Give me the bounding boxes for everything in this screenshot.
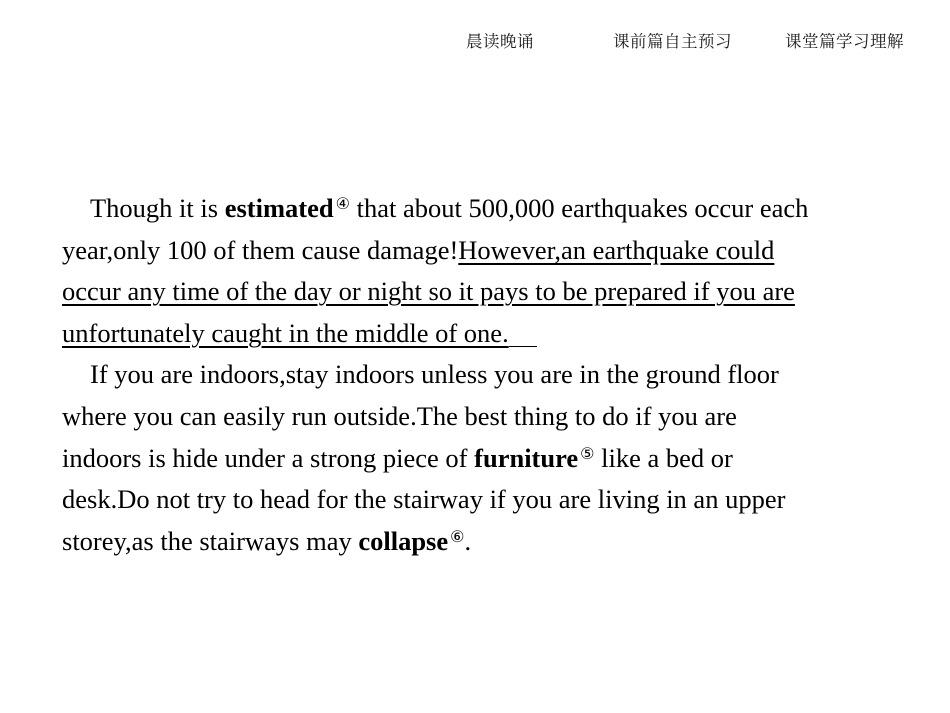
text-line — [62, 313, 892, 355]
text-line: where you can easily run outside.The best thing to do if you are — [62, 400, 737, 431]
text-line — [62, 521, 892, 563]
text-line: If you are indoors,stay indoors unless you are in the ground floor — [90, 359, 779, 390]
paragraph-1 — [62, 188, 892, 354]
text-run: indoors is hide under a strong piece of — [62, 442, 475, 473]
keyword-collapse: collapse — [358, 525, 449, 556]
note-marker-6: ⑥ — [450, 528, 465, 546]
text-run: like a bed or — [594, 442, 733, 473]
text-run: that about 500,000 earthquakes occur each — [349, 193, 809, 223]
underlined-sentence: unfortunately caught in the middle of one. — [62, 317, 509, 348]
text-line — [62, 438, 892, 480]
text-run: . — [464, 525, 472, 556]
text-line — [62, 271, 892, 313]
text-line — [62, 230, 892, 272]
text-run: year,only 100 of them cause damage! — [62, 234, 459, 265]
nav-preview[interactable]: 课前篇自主预习 — [613, 32, 732, 51]
nav-classroom-learning[interactable]: 课堂篇学习理解 — [785, 32, 904, 51]
text-run: storey,as the stairways may — [62, 525, 359, 556]
keyword-estimated: estimated — [224, 193, 334, 223]
text-line: desk.Do not try to head for the stairway if you are living in an upper — [62, 484, 786, 515]
underlined-sentence: However,an earthquake could — [458, 234, 775, 265]
note-marker-4: ④ — [335, 196, 350, 213]
paragraph-2 — [62, 354, 892, 562]
top-navigation — [0, 28, 950, 54]
text-line — [62, 188, 892, 230]
text-run: Though it is — [90, 193, 225, 223]
underline-blank — [509, 326, 537, 347]
note-marker-5: ⑤ — [580, 445, 595, 463]
reading-passage — [62, 188, 892, 562]
nav-morning-reading[interactable]: 晨读晚诵 — [466, 32, 534, 51]
underlined-sentence: occur any time of the day or night so it pays to be prepared if you are — [62, 276, 795, 307]
keyword-furniture: furniture — [474, 442, 579, 473]
